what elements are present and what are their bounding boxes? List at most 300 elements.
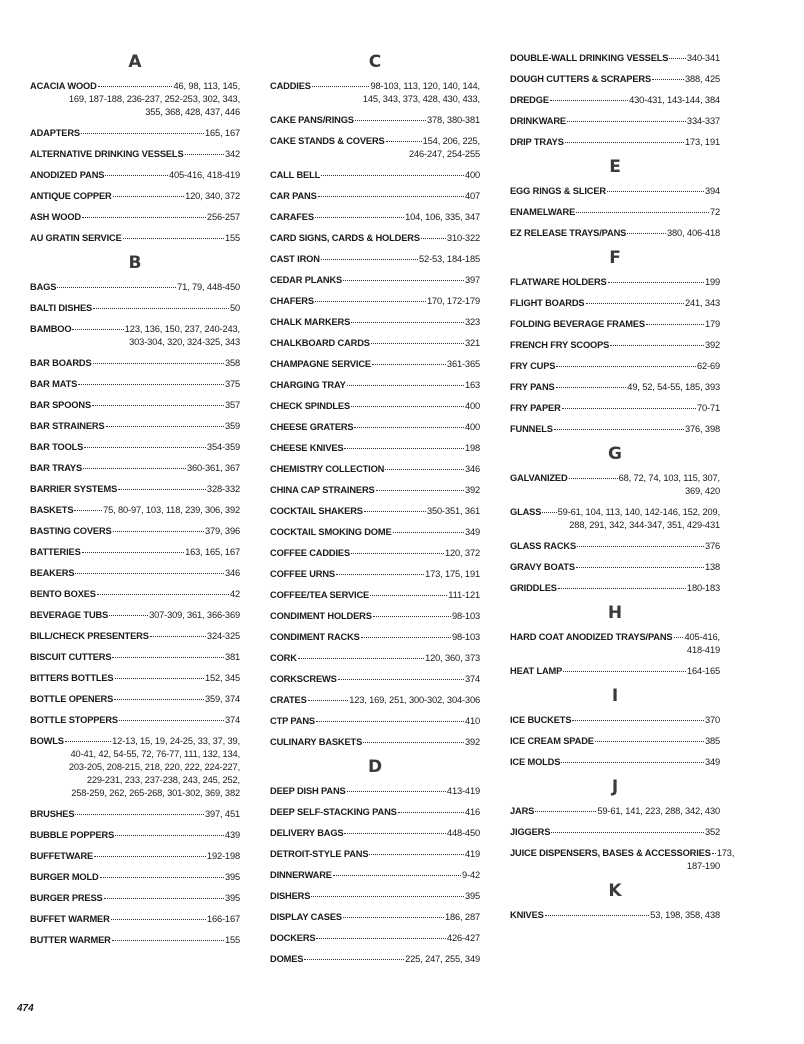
index-entry-bottle-stoppers xyxy=(30,714,240,727)
index-pages: 173, 191 xyxy=(685,137,720,147)
index-pages: 59-61, 141, 223, 288, 342, 430 xyxy=(597,806,720,816)
index-entry-adapters xyxy=(30,127,240,140)
index-entry-double-wall-drinking-vessels xyxy=(510,52,720,65)
index-term: FLIGHT BOARDS xyxy=(510,298,585,308)
index-pages: 180-183 xyxy=(686,583,720,593)
index-pages-continued: 355, 368, 428, 437, 446 xyxy=(145,107,240,117)
section-letter-h: H xyxy=(607,603,623,623)
dot-leader xyxy=(385,469,464,470)
index-entry-bar-boards xyxy=(30,357,240,370)
dot-leader xyxy=(398,812,464,813)
index-term: CADDIES xyxy=(270,81,311,91)
index-pages-continued: 169, 187-188, 236-237, 252-253, 302, 343, xyxy=(68,94,240,104)
index-pages: 46, 98, 113, 145, xyxy=(173,81,240,91)
dot-leader xyxy=(150,636,206,637)
index-pages: 378, 380-381 xyxy=(427,115,480,125)
index-term: CHAMPAGNE SERVICE xyxy=(270,359,371,369)
index-pages-continued: 229-231, 233, 237-238, 243, 245, 252, xyxy=(86,775,240,785)
dot-leader xyxy=(312,86,370,87)
page-number: 474 xyxy=(17,1003,34,1014)
index-pages: 62-69 xyxy=(696,361,720,371)
dot-leader xyxy=(674,637,684,638)
dot-leader xyxy=(78,384,224,385)
dot-leader xyxy=(354,427,463,428)
index-term: FLATWARE HOLDERS xyxy=(510,277,607,287)
index-term: FOLDING BEVERAGE FRAMES xyxy=(510,319,645,329)
dot-leader xyxy=(112,940,224,941)
index-pages: 50 xyxy=(229,303,240,313)
index-term: BITTERS BOTTLES xyxy=(30,673,114,683)
dot-leader xyxy=(115,835,224,836)
index-term: COFFEE CADDIES xyxy=(270,548,351,558)
dot-leader xyxy=(113,196,184,197)
index-pages: 163 xyxy=(464,380,480,390)
index-entry-dishers xyxy=(270,890,480,903)
index-term: CAKE STANDS & COVERS xyxy=(270,136,385,146)
index-pages: 376, 398 xyxy=(685,424,720,434)
index-column-3 xyxy=(510,52,735,930)
index-term: BASTING COVERS xyxy=(30,526,112,536)
index-term: FRENCH FRY SCOOPS xyxy=(510,340,610,350)
index-term: DRINKWARE xyxy=(510,116,566,126)
index-entry-bar-mats xyxy=(30,378,240,391)
dot-leader xyxy=(83,468,186,469)
index-entry-bamboo xyxy=(30,323,240,349)
index-term: ANODIZED PANS xyxy=(30,170,105,180)
index-term: FRY CUPS xyxy=(510,361,556,371)
dot-leader xyxy=(343,280,464,281)
index-term: DRIP TRAYS xyxy=(510,137,564,147)
index-entry-coffee-urns xyxy=(270,568,480,581)
index-entry-cheese-knives xyxy=(270,442,480,455)
index-term: AU GRATIN SERVICE xyxy=(30,233,122,243)
index-term: HEAT LAMP xyxy=(510,666,563,676)
dot-leader xyxy=(572,720,704,721)
index-pages: 256-257 xyxy=(206,212,240,222)
dot-leader xyxy=(338,679,464,680)
index-pages: 59-61, 104, 113, 140, 142-146, 152, 209, xyxy=(557,507,720,517)
index-entry-cedar-planks xyxy=(270,274,480,287)
index-term: BURGER PRESS xyxy=(30,893,103,903)
index-pages: 392 xyxy=(464,737,480,747)
index-pages: 350-351, 361 xyxy=(427,506,480,516)
index-term: GLASS xyxy=(510,507,542,517)
index-term: BAR SPOONS xyxy=(30,400,92,410)
index-term: CALL BELL xyxy=(270,170,321,180)
dot-leader xyxy=(315,217,404,218)
index-entry-flatware-holders xyxy=(510,276,720,289)
index-entry-burger-press xyxy=(30,892,240,905)
index-term: CAR PANS xyxy=(270,191,317,201)
dot-leader xyxy=(114,699,204,700)
dot-leader xyxy=(104,898,224,899)
index-pages-continued: 303-304, 320, 324-325, 343 xyxy=(129,337,240,347)
index-pages: 328-332 xyxy=(206,484,240,494)
dot-leader xyxy=(556,387,627,388)
index-entry-glass xyxy=(510,506,720,532)
dot-leader xyxy=(308,700,349,701)
index-pages: 385 xyxy=(704,736,720,746)
index-pages-continued: 369, 420 xyxy=(685,486,720,496)
index-entry-cocktail-smoking-dome xyxy=(270,526,480,539)
index-pages: 380, 406-418 xyxy=(667,228,720,238)
dot-leader xyxy=(304,959,404,960)
index-term: CONDIMENT HOLDERS xyxy=(270,611,372,621)
index-term: JARS xyxy=(510,806,535,816)
index-term: CEDAR PLANKS xyxy=(270,275,343,285)
index-entry-acacia-wood xyxy=(30,80,240,119)
index-term: COCKTAIL SMOKING DOME xyxy=(270,527,392,537)
index-term: CHALKBOARD CARDS xyxy=(270,338,370,348)
index-entry-bento-boxes xyxy=(30,588,240,601)
index-entry-crates xyxy=(270,694,480,707)
section-letter-g: G xyxy=(608,444,622,464)
index-entry-butter-warmer xyxy=(30,934,240,947)
dot-leader xyxy=(567,121,686,122)
index-pages: 53, 198, 358, 438 xyxy=(650,910,720,920)
index-pages: 179 xyxy=(704,319,720,329)
dot-leader xyxy=(74,510,102,511)
index-pages: 400 xyxy=(464,422,480,432)
dot-leader xyxy=(185,154,224,155)
index-entry-coffee-caddies xyxy=(270,547,480,560)
index-entry-enamelware xyxy=(510,206,720,219)
index-entry-cast-iron xyxy=(270,253,480,266)
index-pages: 342 xyxy=(224,149,240,159)
dot-leader xyxy=(363,742,464,743)
index-term: ICE MOLDS xyxy=(510,757,561,767)
index-term: DOMES xyxy=(270,954,304,964)
index-pages-continued: 203-205, 208-215, 218, 220, 222, 224-227, xyxy=(68,762,240,772)
section-letter-a: A xyxy=(128,52,142,72)
dot-leader xyxy=(376,490,464,491)
index-entry-dough-cutters-scrapers xyxy=(510,73,720,86)
index-pages: 397, 451 xyxy=(205,809,240,819)
index-pages: 340-341 xyxy=(686,53,720,63)
index-entry-beverage-tubs xyxy=(30,609,240,622)
index-pages: 70-71 xyxy=(696,403,720,413)
dot-leader xyxy=(393,532,464,533)
index-term: DETROIT-STYLE PANS xyxy=(270,849,369,859)
index-pages: 400 xyxy=(464,401,480,411)
index-term: ACACIA WOOD xyxy=(30,81,97,91)
dot-leader xyxy=(82,217,206,218)
index-entry-bar-tools xyxy=(30,441,240,454)
index-entry-ez-release-trays-pans xyxy=(510,227,720,240)
index-term: EZ RELEASE TRAYS/PANS xyxy=(510,228,627,238)
index-pages: 71, 79, 448-450 xyxy=(177,282,240,292)
dot-leader xyxy=(98,86,173,87)
dot-leader xyxy=(82,552,184,553)
index-pages: 123, 169, 251, 300-302, 304-306 xyxy=(349,695,480,705)
index-entry-burger-mold xyxy=(30,871,240,884)
index-term: GALVANIZED xyxy=(510,473,568,483)
index-pages: 104, 106, 335, 347 xyxy=(405,212,480,222)
index-pages-continued: 246-247, 254-255 xyxy=(408,149,480,159)
index-entry-heat-lamp xyxy=(510,665,720,678)
index-pages: 154, 206, 225, xyxy=(422,136,480,146)
index-pages: 323 xyxy=(464,317,480,327)
index-pages: 166-167 xyxy=(206,914,240,924)
index-term: CHINA CAP STRAINERS xyxy=(270,485,375,495)
dot-leader xyxy=(343,917,444,918)
dot-leader xyxy=(542,512,556,513)
index-entry-check-spindles xyxy=(270,400,480,413)
index-entry-french-fry-scoops xyxy=(510,339,720,352)
index-term: DISPLAY CASES xyxy=(270,912,342,922)
index-term: BOTTLE STOPPERS xyxy=(30,715,118,725)
index-pages: 381 xyxy=(224,652,240,662)
index-entry-folding-beverage-frames xyxy=(510,318,720,331)
dot-leader xyxy=(105,175,168,176)
index-entry-buffet-warmer xyxy=(30,913,240,926)
index-entry-anodized-pans xyxy=(30,169,240,182)
dot-leader xyxy=(370,595,447,596)
index-entry-card-signs-cards-holders xyxy=(270,232,480,245)
index-term: CHEMISTRY COLLECTION xyxy=(270,464,385,474)
index-term: CHARGING TRAY xyxy=(270,380,346,390)
dot-leader xyxy=(81,133,204,134)
dot-leader xyxy=(595,741,704,742)
index-entry-condiment-holders xyxy=(270,610,480,623)
dot-leader xyxy=(586,303,685,304)
index-term: FRY PANS xyxy=(510,382,555,392)
index-entry-charging-tray xyxy=(270,379,480,392)
section-letter-c: C xyxy=(368,52,382,72)
index-entry-dinnerware xyxy=(270,869,480,882)
index-entry-cake-pans-rings xyxy=(270,114,480,127)
index-term: DOUBLE-WALL DRINKING VESSELS xyxy=(510,53,669,63)
index-pages: 120, 360, 373 xyxy=(425,653,480,663)
dot-leader xyxy=(627,233,666,234)
dot-leader xyxy=(106,426,224,427)
index-entry-bowls xyxy=(30,735,240,800)
index-pages-continued: 145, 343, 373, 428, 430, 433, xyxy=(362,94,480,104)
index-pages: 394 xyxy=(704,186,720,196)
index-pages: 395 xyxy=(224,893,240,903)
index-pages: 374 xyxy=(464,674,480,684)
index-entry-egg-rings-slicer xyxy=(510,185,720,198)
dot-leader xyxy=(92,405,224,406)
index-entry-chemistry-collection xyxy=(270,463,480,476)
index-entry-corkscrews xyxy=(270,673,480,686)
dot-leader xyxy=(113,531,204,532)
dot-leader xyxy=(373,616,451,617)
index-term: CHALK MARKERS xyxy=(270,317,351,327)
index-term: ALTERNATIVE DRINKING VESSELS xyxy=(30,149,184,159)
dot-leader xyxy=(100,877,224,878)
index-entry-biscuit-cutters xyxy=(30,651,240,664)
index-entry-bar-spoons xyxy=(30,399,240,412)
index-pages: 165, 167 xyxy=(205,128,240,138)
index-entry-jars xyxy=(510,805,720,818)
dot-leader xyxy=(551,832,704,833)
dot-leader xyxy=(364,511,426,512)
index-term: FUNNELS xyxy=(510,424,553,434)
dot-leader xyxy=(119,720,224,721)
dot-leader xyxy=(311,896,464,897)
dot-leader xyxy=(118,489,206,490)
index-pages: 173, xyxy=(716,848,735,858)
index-pages: 413-419 xyxy=(446,786,480,796)
index-pages: 155 xyxy=(224,935,240,945)
index-term: BUFFET WARMER xyxy=(30,914,110,924)
dot-leader xyxy=(577,546,704,547)
index-term: CHEESE KNIVES xyxy=(270,443,344,453)
dot-leader xyxy=(84,447,206,448)
index-term: CONDIMENT RACKS xyxy=(270,632,360,642)
dot-leader xyxy=(344,448,463,449)
index-entry-culinary-baskets xyxy=(270,736,480,749)
index-entry-juice-dispensers-bases-accessories xyxy=(510,847,735,873)
index-entry-detroit-style-pans xyxy=(270,848,480,861)
index-pages: 405-416, xyxy=(684,632,720,642)
index-term: BEAKERS xyxy=(30,568,75,578)
index-term: BURGER MOLD xyxy=(30,872,99,882)
dot-leader xyxy=(333,875,461,876)
index-entry-drip-trays xyxy=(510,136,720,149)
index-term: CHEESE GRATERS xyxy=(270,422,354,432)
dot-leader xyxy=(344,833,445,834)
index-pages: 395 xyxy=(224,872,240,882)
index-entry-deep-self-stacking-pans xyxy=(270,806,480,819)
index-term: BAR BOARDS xyxy=(30,358,92,368)
index-term: DOCKERS xyxy=(270,933,316,943)
index-entry-ctp-pans xyxy=(270,715,480,728)
index-term: CARAFES xyxy=(270,212,314,222)
index-pages: 164-165 xyxy=(686,666,720,676)
dot-leader xyxy=(361,637,451,638)
index-entry-chalkboard-cards xyxy=(270,337,480,350)
index-entry-carafes xyxy=(270,211,480,224)
dot-leader xyxy=(298,658,424,659)
dot-leader xyxy=(558,588,686,589)
index-entry-caddies xyxy=(270,80,480,106)
index-term: BAMBOO xyxy=(30,324,72,334)
dot-leader xyxy=(372,364,446,365)
dot-leader xyxy=(115,678,205,679)
index-term: ANTIQUE COPPER xyxy=(30,191,112,201)
index-term: BUTTER WARMER xyxy=(30,935,111,945)
index-term: BARRIER SYSTEMS xyxy=(30,484,118,494)
index-entry-call-bell xyxy=(270,169,480,182)
index-pages: 370 xyxy=(704,715,720,725)
dot-leader xyxy=(369,854,464,855)
index-entry-galvanized xyxy=(510,472,720,498)
index-entry-bubble-poppers xyxy=(30,829,240,842)
index-entry-bitters-bottles xyxy=(30,672,240,685)
section-letter-i: I xyxy=(611,686,619,706)
index-entry-dredge xyxy=(510,94,720,107)
index-pages: 98-103 xyxy=(451,632,480,642)
index-pages: 192-198 xyxy=(206,851,240,861)
dot-leader xyxy=(336,574,424,575)
index-entry-funnels xyxy=(510,423,720,436)
index-term: DISHERS xyxy=(270,891,311,901)
index-pages: 111-121 xyxy=(448,590,480,600)
index-entry-fry-cups xyxy=(510,360,720,373)
index-entry-baskets xyxy=(30,504,240,517)
index-term: DREDGE xyxy=(510,95,549,105)
index-entry-deep-dish-pans xyxy=(270,785,480,798)
dot-leader xyxy=(646,324,704,325)
index-entry-cocktail-shakers xyxy=(270,505,480,518)
index-term: ADAPTERS xyxy=(30,128,80,138)
dot-leader xyxy=(535,811,596,812)
index-term: CULINARY BASKETS xyxy=(270,737,363,747)
index-term: CAST IRON xyxy=(270,254,320,264)
index-term: EGG RINGS & SLICER xyxy=(510,186,606,196)
index-entry-au-gratin-service xyxy=(30,232,240,245)
index-pages: 321 xyxy=(464,338,480,348)
index-term: COFFEE URNS xyxy=(270,569,335,579)
dot-leader xyxy=(421,238,446,239)
dot-leader xyxy=(93,363,224,364)
index-term: BAGS xyxy=(30,282,57,292)
index-term: BATTERIES xyxy=(30,547,81,557)
index-pages: 375 xyxy=(224,379,240,389)
index-entry-barrier-systems xyxy=(30,483,240,496)
dot-leader xyxy=(321,259,418,260)
index-entry-ice-molds xyxy=(510,756,720,769)
index-pages: 120, 372 xyxy=(445,548,480,558)
index-term: DEEP SELF-STACKING PANS xyxy=(270,807,397,817)
index-entry-fry-paper xyxy=(510,402,720,415)
index-term: CHECK SPINDLES xyxy=(270,401,351,411)
index-pages: 152, 345 xyxy=(205,673,240,683)
index-entry-domes xyxy=(270,953,480,966)
index-term: BEVERAGE TUBS xyxy=(30,610,109,620)
index-entry-bill-check-presenters xyxy=(30,630,240,643)
index-term: BUBBLE POPPERS xyxy=(30,830,115,840)
index-pages: 155 xyxy=(224,233,240,243)
index-pages: 410 xyxy=(464,716,480,726)
dot-leader xyxy=(608,282,704,283)
dot-leader xyxy=(351,322,464,323)
index-entry-jiggers xyxy=(510,826,720,839)
index-pages: 98-103 xyxy=(451,611,480,621)
dot-leader xyxy=(123,238,224,239)
index-pages: 359, 374 xyxy=(205,694,240,704)
dot-leader xyxy=(72,329,123,330)
dot-leader xyxy=(316,938,445,939)
dot-leader xyxy=(565,142,684,143)
index-pages: 334-337 xyxy=(686,116,720,126)
dot-leader xyxy=(371,343,464,344)
index-entry-ice-cream-spade xyxy=(510,735,720,748)
index-entry-condiment-racks xyxy=(270,631,480,644)
index-pages: 426-427 xyxy=(446,933,480,943)
section-letter-f: F xyxy=(609,248,621,268)
dot-leader xyxy=(112,657,224,658)
index-pages: 346 xyxy=(224,568,240,578)
index-entry-display-cases xyxy=(270,911,480,924)
dot-leader xyxy=(607,191,704,192)
index-pages: 186, 287 xyxy=(445,912,480,922)
index-pages: 349 xyxy=(464,527,480,537)
index-pages: 448-450 xyxy=(446,828,480,838)
index-pages-continued: 288, 291, 342, 344-347, 351, 429-431 xyxy=(569,520,720,530)
index-entry-fry-pans xyxy=(510,381,720,394)
section-letter-j: J xyxy=(611,777,619,797)
index-term: BAR TOOLS xyxy=(30,442,84,452)
index-term: CAKE PANS/RINGS xyxy=(270,115,354,125)
index-entry-bar-trays xyxy=(30,462,240,475)
index-term: DINNERWARE xyxy=(270,870,332,880)
index-pages: 359 xyxy=(224,421,240,431)
index-pages: 170, 172-179 xyxy=(427,296,480,306)
index-entry-china-cap-strainers xyxy=(270,484,480,497)
